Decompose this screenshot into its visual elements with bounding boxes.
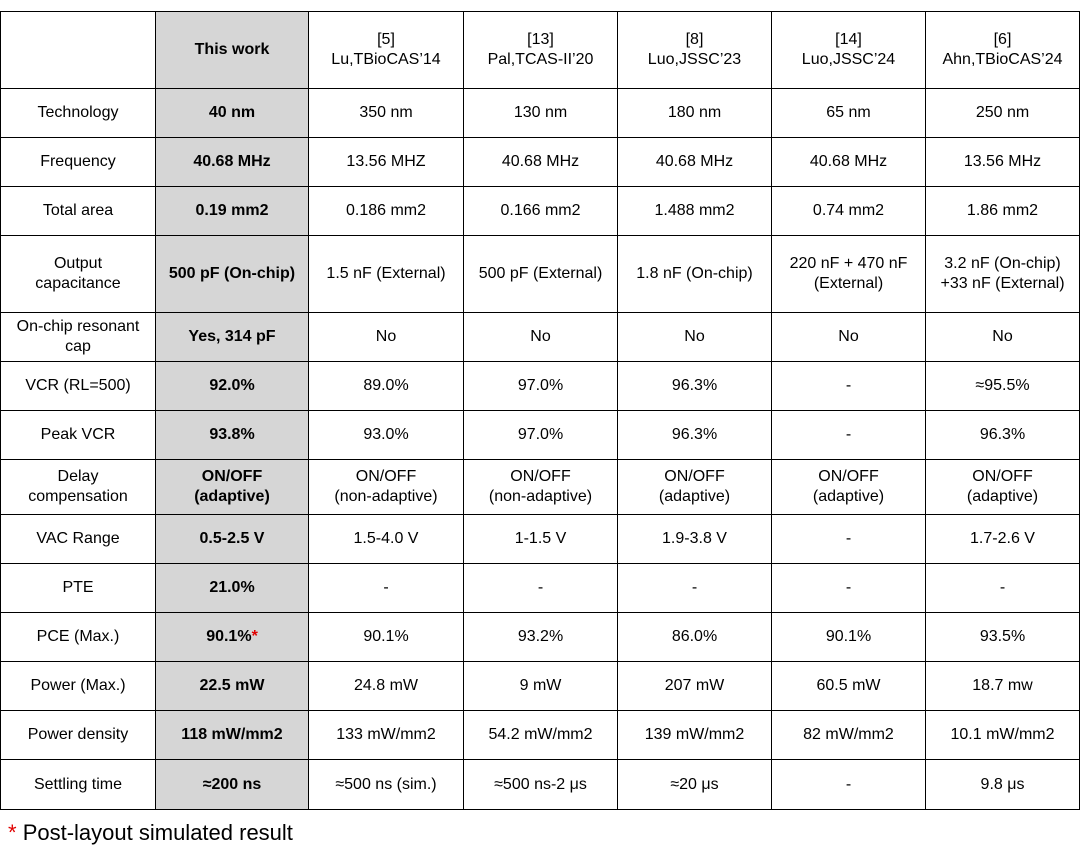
- row-label: [1, 313, 156, 362]
- cell-line: 9 mW: [519, 677, 562, 694]
- reference-number: [6]: [993, 31, 1012, 48]
- cell-line: 207 mW: [664, 677, 725, 694]
- table-row: [1, 662, 1080, 711]
- table-cell: [464, 662, 618, 711]
- cell-line: Yes, 314 pF: [188, 328, 276, 345]
- cell-line: Settling time: [33, 775, 123, 793]
- cell-line: 40.68 MHz: [809, 153, 888, 170]
- table-cell: [926, 89, 1080, 138]
- table-cell: [772, 564, 926, 613]
- table-cell: [464, 515, 618, 564]
- table-cell: [309, 613, 464, 662]
- cell-line: (adaptive): [812, 488, 885, 505]
- table-row: [1, 187, 1080, 236]
- reference-header: [618, 12, 772, 89]
- cell-line: 1.5-4.0 V: [353, 530, 419, 547]
- cell-line: 40 nm: [208, 104, 256, 121]
- table-cell: [618, 564, 772, 613]
- cell-line: 93.5%: [979, 628, 1026, 645]
- table-cell: [926, 515, 1080, 564]
- cell-line: 24.8 mW: [353, 677, 418, 694]
- row-label: [1, 187, 156, 236]
- table-cell: [464, 236, 618, 313]
- table-cell: [618, 460, 772, 515]
- cell-line: ≈500 ns (sim.): [335, 775, 437, 793]
- row-label: [1, 760, 156, 810]
- cell-line: 1.86 mm2: [966, 202, 1039, 219]
- cell-line: 500 pF (External): [478, 265, 603, 282]
- table-cell: [464, 711, 618, 760]
- row-label: [1, 460, 156, 515]
- table-cell: [618, 362, 772, 411]
- this-work-header: This work: [156, 12, 309, 89]
- table-cell: [464, 89, 618, 138]
- table-cell: [618, 411, 772, 460]
- cell-line: PTE: [62, 579, 94, 596]
- footnote-text: Post-layout simulated result: [22, 820, 293, 845]
- table-row: [1, 89, 1080, 138]
- cell-line: 3.2 nF (On-chip): [944, 255, 1061, 272]
- this-work-cell: [156, 138, 309, 187]
- cell-line: (non-adaptive): [488, 488, 593, 505]
- table-cell: [464, 411, 618, 460]
- cell-line: 139 mW/mm2: [644, 726, 745, 743]
- cell-line: VCR (RL=500): [25, 377, 131, 394]
- cell-line: 92.0%: [209, 377, 255, 394]
- cell-line: 86.0%: [671, 628, 718, 645]
- table-cell: [772, 613, 926, 662]
- cell-line: 1.7-2.6 V: [970, 530, 1035, 547]
- cell-line: 89.0%: [363, 377, 409, 394]
- cell-line: 10.1 mW/mm2: [950, 726, 1055, 743]
- row-label: [1, 613, 156, 662]
- cell-line: 22.5 mW: [199, 677, 265, 694]
- cell-line: 97.0%: [517, 426, 564, 443]
- table-cell: [309, 460, 464, 515]
- reference-name: Lu,TBioCAS’14: [331, 51, 441, 68]
- table-body: [1, 12, 1080, 810]
- cell-line: 96.3%: [979, 426, 1026, 443]
- table-row: [1, 362, 1080, 411]
- table-cell: [618, 313, 772, 362]
- cell-line: 93.0%: [363, 426, 409, 443]
- table-cell: [618, 662, 772, 711]
- table-cell: [618, 711, 772, 760]
- table-cell: [772, 187, 926, 236]
- cell-line: ≈95.5%: [975, 377, 1030, 394]
- this-work-cell: [156, 613, 309, 662]
- table-cell: [464, 460, 618, 515]
- reference-number: [8]: [685, 31, 704, 48]
- table-row: [1, 760, 1080, 810]
- cell-line: Power density: [27, 726, 129, 743]
- row-label: [1, 564, 156, 613]
- table-row: [1, 411, 1080, 460]
- cell-line: 93.8%: [209, 426, 255, 443]
- this-work-cell: [156, 760, 309, 810]
- this-work-cell: [156, 313, 309, 362]
- cell-line: (External): [813, 275, 884, 292]
- cell-line: ON/OFF: [972, 468, 1033, 485]
- table-cell: [618, 138, 772, 187]
- table-row: [1, 138, 1080, 187]
- reference-number: [5]: [377, 31, 395, 48]
- cell-line: -: [845, 426, 852, 443]
- cell-line: 54.2 mW/mm2: [488, 726, 593, 743]
- cell-line: No: [375, 328, 397, 345]
- cell-line: (adaptive): [658, 488, 731, 505]
- table-cell: [772, 89, 926, 138]
- table-cell: [464, 138, 618, 187]
- row-label: [1, 362, 156, 411]
- footnote-star: *: [8, 820, 17, 845]
- cell-line: ≈20 μs: [670, 775, 719, 793]
- cell-line: Peak VCR: [40, 426, 116, 443]
- table-cell: [618, 236, 772, 313]
- table-row: [1, 313, 1080, 362]
- cell-line: 97.0%: [517, 377, 564, 394]
- cell-line: ON/OFF: [355, 468, 417, 485]
- cell-line: compensation: [28, 488, 128, 505]
- this-work-cell: [156, 187, 309, 236]
- table-cell: [464, 313, 618, 362]
- table-cell: [926, 613, 1080, 662]
- this-work-cell: [156, 411, 309, 460]
- footnote: [8, 819, 293, 847]
- row-label: [1, 89, 156, 138]
- cell-line: No: [684, 328, 705, 345]
- table-cell: [772, 662, 926, 711]
- cell-line: ≈200 ns: [202, 775, 262, 793]
- reference-name: Luo,JSSC’24: [801, 51, 896, 68]
- cell-line: No: [530, 328, 551, 345]
- cell-line: 18.7 mw: [972, 677, 1033, 694]
- table-row: [1, 236, 1080, 313]
- table-row: [1, 613, 1080, 662]
- row-label: [1, 236, 156, 313]
- reference-number: [14]: [835, 31, 862, 48]
- table-cell: [926, 711, 1080, 760]
- table-cell: [309, 362, 464, 411]
- table-cell: [926, 662, 1080, 711]
- table-row: [1, 460, 1080, 515]
- cell-line: 350 nm: [359, 104, 413, 121]
- this-work-cell: [156, 236, 309, 313]
- cell-line: ≈500 ns-2 μs: [494, 775, 587, 793]
- cell-line: 0.74 mm2: [812, 202, 885, 219]
- cell-line: ON/OFF: [510, 468, 571, 485]
- cell-line: 90.1%: [206, 628, 252, 645]
- cell-line: Technology: [37, 104, 119, 121]
- table-cell: [926, 362, 1080, 411]
- cell-line: 13.56 MHZ: [346, 153, 426, 170]
- reference-header: [464, 12, 618, 89]
- cell-line: Output: [53, 255, 103, 272]
- cell-line: -: [999, 579, 1006, 596]
- cell-line: 0.19 mm2: [195, 202, 269, 219]
- cell-line: 220 nF + 470 nF: [789, 255, 908, 272]
- table-cell: [772, 138, 926, 187]
- reference-number: [13]: [527, 31, 554, 48]
- cell-line: 40.68 MHz: [655, 153, 734, 170]
- cell-line: -: [845, 775, 852, 793]
- cell-line: 180 nm: [667, 104, 722, 121]
- cell-line: No: [992, 328, 1013, 345]
- table-cell: [464, 187, 618, 236]
- cell-line: (adaptive): [966, 488, 1039, 505]
- table-row: [1, 564, 1080, 613]
- cell-line: cap: [65, 338, 91, 355]
- cell-line: capacitance: [35, 275, 121, 292]
- cell-line: 60.5 mW: [816, 677, 881, 694]
- reference-header: [309, 12, 464, 89]
- cell-line: ON/OFF: [818, 468, 879, 485]
- cell-line: Delay: [57, 468, 99, 485]
- comparison-table: [0, 11, 1080, 810]
- table-cell: [772, 236, 926, 313]
- reference-name: Luo,JSSC’23: [647, 51, 742, 68]
- cell-line: 1.488 mm2: [654, 202, 735, 219]
- cell-line: 1.5 nF (External): [326, 265, 446, 282]
- table-cell: [309, 564, 464, 613]
- table-cell: [926, 236, 1080, 313]
- this-work-cell: [156, 362, 309, 411]
- table-cell: [309, 236, 464, 313]
- this-work-cell: [156, 662, 309, 711]
- table-cell: [618, 187, 772, 236]
- table-cell: [926, 460, 1080, 515]
- table-cell: [618, 760, 772, 810]
- cell-line: On-chip resonant: [16, 318, 140, 335]
- this-work-cell: [156, 564, 309, 613]
- table-cell: [772, 711, 926, 760]
- table-cell: [309, 187, 464, 236]
- table-row: [1, 515, 1080, 564]
- row-label: [1, 138, 156, 187]
- this-work-cell: [156, 711, 309, 760]
- cell-line: ON/OFF: [664, 468, 725, 485]
- table-cell: [772, 515, 926, 564]
- cell-line: -: [845, 530, 852, 547]
- table-cell: [926, 187, 1080, 236]
- cell-line: (non-adaptive): [334, 488, 438, 505]
- row-label: [1, 662, 156, 711]
- reference-header: [926, 12, 1080, 89]
- cell-line: 96.3%: [671, 426, 718, 443]
- table-cell: [926, 411, 1080, 460]
- cell-line: PCE (Max.): [36, 628, 120, 645]
- table-cell: [618, 89, 772, 138]
- cell-line: Power (Max.): [30, 677, 126, 694]
- cell-line: 250 nm: [975, 104, 1030, 121]
- table-cell: [464, 760, 618, 810]
- cell-line: -: [845, 377, 852, 394]
- cell-line: 93.2%: [517, 628, 564, 645]
- cell-line: (adaptive): [194, 488, 270, 505]
- cell-line: 13.56 MHz: [963, 153, 1042, 170]
- cell-line: ON/OFF: [201, 468, 263, 485]
- table-cell: [772, 411, 926, 460]
- cell-line: 21.0%: [209, 579, 255, 596]
- table-cell: [309, 760, 464, 810]
- cell-line: 1.8 nF (On-chip): [636, 265, 753, 282]
- cell-line: 0.5-2.5 V: [199, 530, 265, 547]
- cell-line: 90.1%: [825, 628, 872, 645]
- table-cell: [772, 460, 926, 515]
- cell-line: VAC Range: [36, 530, 120, 547]
- table-cell: [309, 411, 464, 460]
- table-cell: [772, 313, 926, 362]
- table-cell: [309, 515, 464, 564]
- table-cell: [618, 613, 772, 662]
- table-row: [1, 711, 1080, 760]
- row-label: [1, 411, 156, 460]
- cell-line: +33 nF (External): [940, 275, 1065, 292]
- this-work-cell: [156, 515, 309, 564]
- table-cell: [309, 711, 464, 760]
- this-work-cell: [156, 89, 309, 138]
- cell-line: 82 mW/mm2: [803, 726, 894, 743]
- cell-line: 133 mW/mm2: [336, 726, 436, 743]
- reference-header: [772, 12, 926, 89]
- this-work-cell: [156, 460, 309, 515]
- cell-line: 40.68 MHz: [501, 153, 580, 170]
- reference-name: Pal,TCAS-II’20: [487, 51, 594, 68]
- cell-line: 500 pF (On-chip): [168, 265, 296, 282]
- table-cell: [618, 515, 772, 564]
- cell-line: -: [537, 579, 544, 596]
- cell-line: 9.8 μs: [980, 775, 1025, 793]
- row-label: [1, 711, 156, 760]
- table-cell: [464, 362, 618, 411]
- table-cell: [309, 313, 464, 362]
- cell-line: 0.186 mm2: [345, 202, 427, 219]
- cell-line: 1-1.5 V: [514, 530, 567, 547]
- table-cell: [309, 138, 464, 187]
- table-cell: [926, 564, 1080, 613]
- cell-line: 118 mW/mm2: [181, 726, 283, 743]
- cell-line: 1.9-3.8 V: [662, 530, 727, 547]
- cell-line: 130 nm: [513, 104, 568, 121]
- cell-line: -: [845, 579, 852, 596]
- cell-line: 40.68 MHz: [193, 153, 271, 170]
- cell-line: Frequency: [40, 153, 116, 170]
- cell-line: 0.166 mm2: [500, 202, 581, 219]
- cell-line: 65 nm: [826, 104, 871, 121]
- table-cell: [309, 89, 464, 138]
- reference-name: Ahn,TBioCAS’24: [942, 51, 1063, 68]
- table-cell: [309, 662, 464, 711]
- asterisk-mark: *: [251, 628, 258, 645]
- table-cell: [464, 564, 618, 613]
- cell-line: 90.1%: [363, 628, 409, 645]
- cell-line: -: [383, 579, 389, 596]
- table-cell: [926, 138, 1080, 187]
- table-cell: [772, 760, 926, 810]
- cell-line: Total area: [42, 202, 114, 219]
- table-cell: [464, 613, 618, 662]
- table-cell: [926, 760, 1080, 810]
- header-row: [1, 12, 1080, 89]
- row-label: [1, 515, 156, 564]
- cell-line: -: [691, 579, 698, 596]
- table-cell: [772, 362, 926, 411]
- cell-line: No: [838, 328, 859, 345]
- corner-cell: [1, 12, 156, 89]
- cell-line: 96.3%: [671, 377, 718, 394]
- table-cell: [926, 313, 1080, 362]
